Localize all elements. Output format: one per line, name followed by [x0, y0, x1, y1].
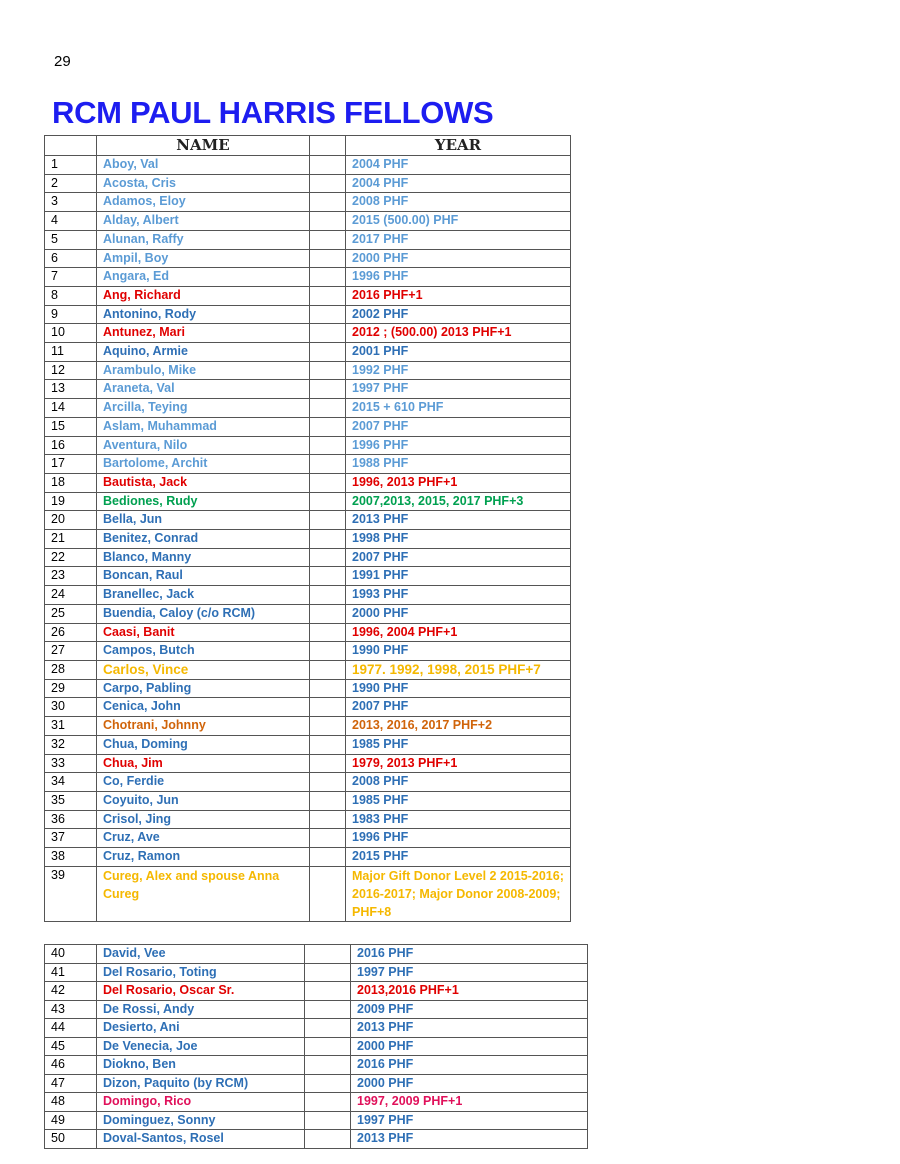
spacer-cell [310, 380, 346, 399]
member-name: Blanco, Manny [97, 548, 310, 567]
phf-year: Major Gift Donor Level 2 2015-2016; 2016-2017; Major Donor 2008-2009; PHF+8 [346, 866, 571, 921]
table-row [45, 380, 571, 399]
spacer-cell [310, 848, 346, 867]
phf-year: 1997 PHF [351, 963, 588, 982]
row-number: 22 [45, 548, 97, 567]
spacer-cell [305, 1037, 351, 1056]
table-row [45, 492, 571, 511]
phf-year: 2002 PHF [346, 305, 571, 324]
phf-year: 1996 PHF [346, 436, 571, 455]
phf-year: 2013 PHF [351, 1019, 588, 1038]
spacer-cell [310, 735, 346, 754]
spacer-cell [310, 436, 346, 455]
phf-year: 2007 PHF [346, 548, 571, 567]
table-row [45, 249, 571, 268]
spacer-cell [305, 1074, 351, 1093]
spacer-cell [310, 829, 346, 848]
spacer-cell [310, 530, 346, 549]
spacer-cell [310, 754, 346, 773]
phf-year: 2016 PHF [351, 945, 588, 964]
spacer-cell [305, 982, 351, 1001]
row-number: 50 [45, 1130, 97, 1149]
member-name: Carlos, Vince [97, 660, 310, 679]
row-number: 39 [45, 866, 97, 921]
member-name: Chotrani, Johnny [97, 717, 310, 736]
phf-year: 1998 PHF [346, 530, 571, 549]
spacer-cell [310, 586, 346, 605]
row-number: 31 [45, 717, 97, 736]
spacer-cell [310, 455, 346, 474]
row-number: 18 [45, 473, 97, 492]
member-name: Branellec, Jack [97, 586, 310, 605]
phf-year: 1996, 2004 PHF+1 [346, 623, 571, 642]
spacer-cell [310, 305, 346, 324]
row-number: 1 [45, 156, 97, 175]
phf-year: 1997 PHF [351, 1111, 588, 1130]
row-number: 12 [45, 361, 97, 380]
table-row [45, 193, 571, 212]
member-name: Bartolome, Archit [97, 455, 310, 474]
member-name: Chua, Jim [97, 754, 310, 773]
phf-year: 2007 PHF [346, 698, 571, 717]
spacer-cell [310, 567, 346, 586]
spacer-cell [310, 324, 346, 343]
row-number: 7 [45, 268, 97, 287]
table-row [45, 698, 571, 717]
spacer-cell [310, 212, 346, 231]
table-row [45, 156, 571, 175]
year-column-header: YEAR [346, 136, 571, 156]
member-name: Araneta, Val [97, 380, 310, 399]
spacer-cell [305, 945, 351, 964]
spacer-cell [310, 156, 346, 175]
row-number: 15 [45, 417, 97, 436]
row-number: 2 [45, 174, 97, 193]
table-row [45, 586, 571, 605]
spacer-cell [310, 660, 346, 679]
member-name: David, Vee [97, 945, 305, 964]
row-number: 26 [45, 623, 97, 642]
phf-year: 2000 PHF [351, 1074, 588, 1093]
member-name: Del Rosario, Oscar Sr. [97, 982, 305, 1001]
member-name: Doval-Santos, Rosel [97, 1130, 305, 1149]
table-row [45, 679, 571, 698]
member-name: Angara, Ed [97, 268, 310, 287]
table-row [45, 829, 571, 848]
member-name: Aventura, Nilo [97, 436, 310, 455]
spacer-cell [310, 249, 346, 268]
row-number: 40 [45, 945, 97, 964]
table-row [45, 530, 571, 549]
phf-year: 2007,2013, 2015, 2017 PHF+3 [346, 492, 571, 511]
spacer-column-header [310, 136, 346, 156]
table-row [45, 473, 571, 492]
number-column-header [45, 136, 97, 156]
table-row [45, 791, 571, 810]
row-number: 14 [45, 399, 97, 418]
row-number: 5 [45, 230, 97, 249]
member-name: Carpo, Pabling [97, 679, 310, 698]
table-row [45, 230, 571, 249]
spacer-cell [310, 286, 346, 305]
row-number: 37 [45, 829, 97, 848]
row-number: 29 [45, 679, 97, 698]
fellows-table-1-body [45, 156, 571, 922]
phf-year: 2000 PHF [346, 604, 571, 623]
member-name: Aboy, Val [97, 156, 310, 175]
spacer-cell [310, 623, 346, 642]
table-row [45, 754, 571, 773]
spacer-cell [305, 1056, 351, 1075]
table-row [45, 810, 571, 829]
table-row [45, 604, 571, 623]
row-number: 46 [45, 1056, 97, 1075]
member-name: Alunan, Raffy [97, 230, 310, 249]
phf-year: 1988 PHF [346, 455, 571, 474]
member-name: Co, Ferdie [97, 773, 310, 792]
spacer-cell [305, 963, 351, 982]
phf-year: 1991 PHF [346, 567, 571, 586]
member-name: Dizon, Paquito (by RCM) [97, 1074, 305, 1093]
table-row [45, 717, 571, 736]
fellows-table-2-body [45, 945, 588, 1149]
row-number: 19 [45, 492, 97, 511]
spacer-cell [310, 810, 346, 829]
row-number: 45 [45, 1037, 97, 1056]
row-number: 43 [45, 1000, 97, 1019]
row-number: 32 [45, 735, 97, 754]
table-row [45, 963, 588, 982]
row-number: 44 [45, 1019, 97, 1038]
member-name: Cenica, John [97, 698, 310, 717]
phf-year: 2013 PHF [351, 1130, 588, 1149]
phf-year: 2008 PHF [346, 193, 571, 212]
row-number: 20 [45, 511, 97, 530]
table-row [45, 1019, 588, 1038]
phf-year: 2015 PHF [346, 848, 571, 867]
row-number: 41 [45, 963, 97, 982]
member-name: Benitez, Conrad [97, 530, 310, 549]
spacer-cell [310, 548, 346, 567]
table-row [45, 1000, 588, 1019]
table-row [45, 212, 571, 231]
member-name: Cruz, Ave [97, 829, 310, 848]
row-number: 42 [45, 982, 97, 1001]
fellows-table-1 [44, 135, 571, 922]
phf-year: 2000 PHF [346, 249, 571, 268]
row-number: 21 [45, 530, 97, 549]
phf-year: 2012 ; (500.00) 2013 PHF+1 [346, 324, 571, 343]
member-name: Bediones, Rudy [97, 492, 310, 511]
phf-year: 2013 PHF [346, 511, 571, 530]
spacer-cell [305, 1093, 351, 1112]
row-number: 34 [45, 773, 97, 792]
member-name: Acosta, Cris [97, 174, 310, 193]
member-name: Aquino, Armie [97, 343, 310, 362]
spacer-cell [310, 174, 346, 193]
phf-year: 1996 PHF [346, 268, 571, 287]
spacer-cell [305, 1019, 351, 1038]
row-number: 8 [45, 286, 97, 305]
phf-year: 1993 PHF [346, 586, 571, 605]
member-name: Del Rosario, Toting [97, 963, 305, 982]
spacer-cell [310, 417, 346, 436]
row-number: 33 [45, 754, 97, 773]
spacer-cell [310, 193, 346, 212]
spacer-cell [310, 866, 346, 921]
table-row [45, 399, 571, 418]
phf-year: 2016 PHF+1 [346, 286, 571, 305]
row-number: 36 [45, 810, 97, 829]
spacer-cell [310, 399, 346, 418]
table-row [45, 361, 571, 380]
member-name: Domingo, Rico [97, 1093, 305, 1112]
phf-year: 2015 + 610 PHF [346, 399, 571, 418]
phf-year: 1997 PHF [346, 380, 571, 399]
member-name: Arcilla, Teying [97, 399, 310, 418]
spacer-cell [310, 773, 346, 792]
table-row [45, 305, 571, 324]
page-number: 29 [54, 53, 71, 70]
member-name: Adamos, Eloy [97, 193, 310, 212]
spacer-cell [310, 492, 346, 511]
member-name: Buendia, Caloy (c/o RCM) [97, 604, 310, 623]
table-row [45, 548, 571, 567]
spacer-cell [310, 642, 346, 661]
member-name: Dominguez, Sonny [97, 1111, 305, 1130]
row-number: 49 [45, 1111, 97, 1130]
table-row [45, 642, 571, 661]
member-name: Alday, Albert [97, 212, 310, 231]
table-row [45, 623, 571, 642]
row-number: 30 [45, 698, 97, 717]
row-number: 4 [45, 212, 97, 231]
table-row [45, 660, 571, 679]
member-name: Diokno, Ben [97, 1056, 305, 1075]
phf-year: 2009 PHF [351, 1000, 588, 1019]
spacer-cell [310, 361, 346, 380]
spacer-cell [310, 791, 346, 810]
phf-year: 1990 PHF [346, 679, 571, 698]
row-number: 10 [45, 324, 97, 343]
table-row [45, 848, 571, 867]
row-number: 6 [45, 249, 97, 268]
member-name: Antunez, Mari [97, 324, 310, 343]
table-row [45, 324, 571, 343]
row-number: 17 [45, 455, 97, 474]
spacer-cell [310, 230, 346, 249]
phf-year: 2008 PHF [346, 773, 571, 792]
phf-year: 2013, 2016, 2017 PHF+2 [346, 717, 571, 736]
row-number: 27 [45, 642, 97, 661]
row-number: 24 [45, 586, 97, 605]
row-number: 13 [45, 380, 97, 399]
table-row [45, 174, 571, 193]
member-name: Boncan, Raul [97, 567, 310, 586]
member-name: Cruz, Ramon [97, 848, 310, 867]
table-row [45, 735, 571, 754]
row-number: 35 [45, 791, 97, 810]
table-row [45, 567, 571, 586]
name-column-header: NAME [97, 136, 310, 156]
table-row [45, 455, 571, 474]
member-name: De Venecia, Joe [97, 1037, 305, 1056]
spacer-cell [310, 268, 346, 287]
table-row [45, 866, 571, 921]
phf-year: 2016 PHF [351, 1056, 588, 1075]
phf-year: 1985 PHF [346, 791, 571, 810]
table-row [45, 417, 571, 436]
table-row [45, 1130, 588, 1149]
row-number: 23 [45, 567, 97, 586]
phf-year: 2001 PHF [346, 343, 571, 362]
member-name: Ang, Richard [97, 286, 310, 305]
row-number: 25 [45, 604, 97, 623]
member-name: Campos, Butch [97, 642, 310, 661]
member-name: Bella, Jun [97, 511, 310, 530]
row-number: 3 [45, 193, 97, 212]
row-number: 47 [45, 1074, 97, 1093]
phf-year: 1990 PHF [346, 642, 571, 661]
member-name: Arambulo, Mike [97, 361, 310, 380]
phf-year: 1983 PHF [346, 810, 571, 829]
spacer-cell [305, 1111, 351, 1130]
table-row [45, 1074, 588, 1093]
member-name: Aslam, Muhammad [97, 417, 310, 436]
member-name: Cureg, Alex and spouse Anna Cureg [97, 866, 310, 921]
phf-year: 2015 (500.00) PHF [346, 212, 571, 231]
member-name: De Rossi, Andy [97, 1000, 305, 1019]
phf-year: 1996, 2013 PHF+1 [346, 473, 571, 492]
phf-year: 2004 PHF [346, 174, 571, 193]
member-name: Bautista, Jack [97, 473, 310, 492]
member-name: Crisol, Jing [97, 810, 310, 829]
spacer-cell [310, 343, 346, 362]
phf-year: 2007 PHF [346, 417, 571, 436]
spacer-cell [310, 604, 346, 623]
phf-year: 1996 PHF [346, 829, 571, 848]
table-row [45, 773, 571, 792]
row-number: 16 [45, 436, 97, 455]
phf-year: 1977. 1992, 1998, 2015 PHF+7 [346, 660, 571, 679]
fellows-table-2 [44, 944, 588, 1149]
phf-year: 1997, 2009 PHF+1 [351, 1093, 588, 1112]
phf-year: 1992 PHF [346, 361, 571, 380]
phf-year: 2004 PHF [346, 156, 571, 175]
table-row [45, 982, 588, 1001]
spacer-cell [305, 1130, 351, 1149]
row-number: 48 [45, 1093, 97, 1112]
spacer-cell [305, 1000, 351, 1019]
spacer-cell [310, 511, 346, 530]
spacer-cell [310, 717, 346, 736]
member-name: Chua, Doming [97, 735, 310, 754]
table-header-row [45, 136, 571, 156]
table-row [45, 436, 571, 455]
phf-year: 1979, 2013 PHF+1 [346, 754, 571, 773]
member-name: Coyuito, Jun [97, 791, 310, 810]
spacer-cell [310, 698, 346, 717]
table-row [45, 1111, 588, 1130]
table-row [45, 1037, 588, 1056]
table-row [45, 945, 588, 964]
row-number: 38 [45, 848, 97, 867]
row-number: 28 [45, 660, 97, 679]
phf-year: 2000 PHF [351, 1037, 588, 1056]
table-row [45, 1093, 588, 1112]
member-name: Desierto, Ani [97, 1019, 305, 1038]
table-row [45, 343, 571, 362]
row-number: 9 [45, 305, 97, 324]
page-title: RCM PAUL HARRIS FELLOWS [52, 95, 494, 130]
table-row [45, 1056, 588, 1075]
table-row [45, 286, 571, 305]
phf-year: 2017 PHF [346, 230, 571, 249]
row-number: 11 [45, 343, 97, 362]
table-row [45, 511, 571, 530]
spacer-cell [310, 473, 346, 492]
member-name: Caasi, Banit [97, 623, 310, 642]
member-name: Antonino, Rody [97, 305, 310, 324]
member-name: Ampil, Boy [97, 249, 310, 268]
phf-year: 1985 PHF [346, 735, 571, 754]
spacer-cell [310, 679, 346, 698]
table-row [45, 268, 571, 287]
phf-year: 2013,2016 PHF+1 [351, 982, 588, 1001]
